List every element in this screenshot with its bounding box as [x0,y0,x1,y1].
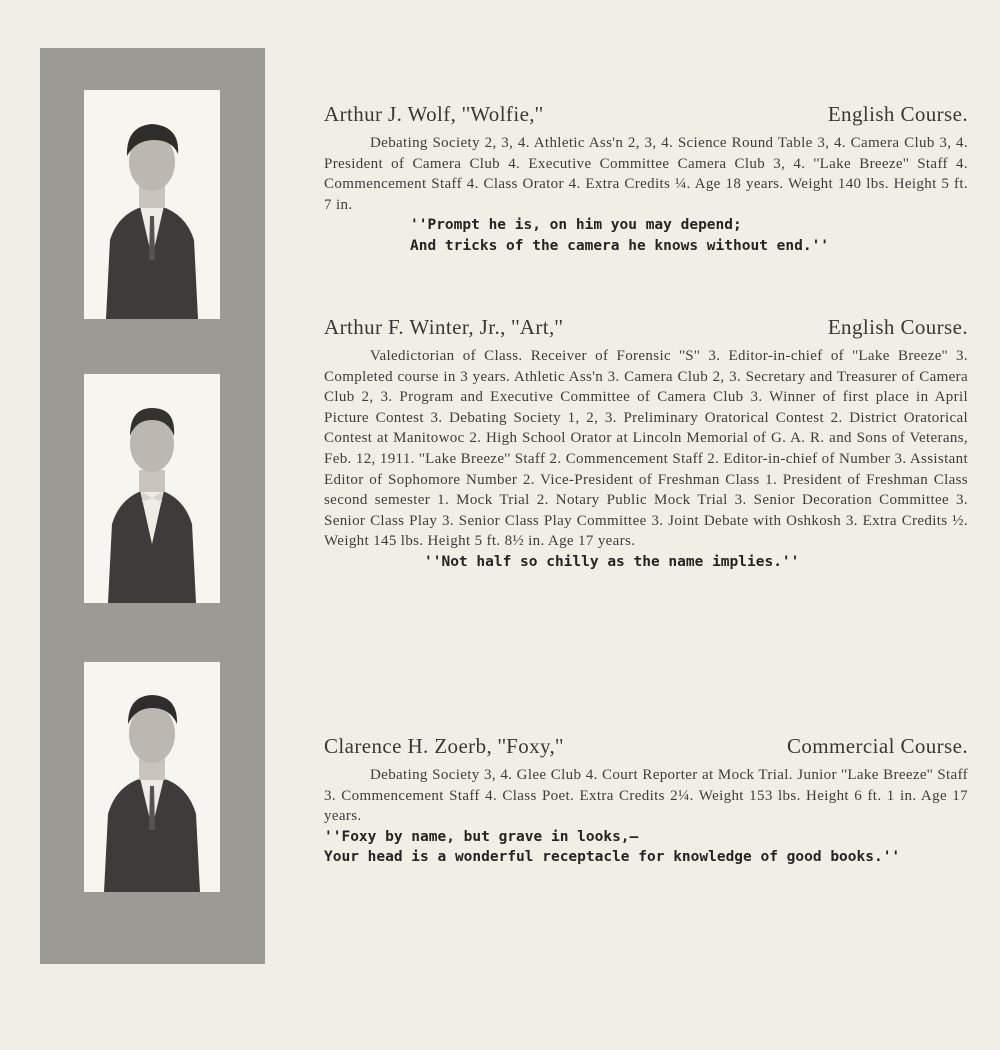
course-name: Commercial Course. [787,734,968,758]
student-name: Arthur F. Winter, Jr., ''Art,'' [324,315,564,339]
verse-quote: ''Not half so chilly as the name implies.'' [424,553,800,570]
portrait-strip [40,48,265,964]
entry-heading [324,734,968,759]
student-name: Arthur J. Wolf, ''Wolfie,'' [324,102,544,126]
verse-quote: ''Prompt he is, on him you may depend; And tricks of the camera he knows without end.'' [410,217,830,254]
entry-clarence-zoerb [324,734,968,868]
course-name: English Course. [827,102,968,126]
student-name: Clarence H. Zoerb, ''Foxy,'' [324,734,564,758]
portrait-arthur-winter [84,374,220,603]
portrait-clarence-zoerb [84,662,220,892]
portrait-arthur-wolf [84,90,220,319]
activities-text: Debating Society 2, 3, 4. Athletic Ass'n 2, 3, 4. Science Round Table 3, 4. Camera Club 3, 4. President of Camera Club 4. Executive Committee Camera Club 3, 4. ''Lake Breeze'' Staff 4. Commencement Staff 4. Class Orator 4. Extra Credits ¼. Age 18 years. Weight 140 lbs. Height 5 ft. 7 in. [324,135,968,213]
entry-arthur-wolf [324,102,968,257]
course-name: English Course. [827,315,968,339]
entry-heading [324,315,968,340]
entry-arthur-winter [324,315,968,573]
verse-quote: ''Foxy by name, but grave in looks,— Your head is a wonderful receptacle for knowledge of good books.'' [324,828,901,866]
entry-heading [324,102,968,127]
activities-text: Valedictorian of Class. Receiver of Forensic ''S'' 3. Editor-in-chief of ''Lake Breeze'' 3. Completed course in 3 years. Athletic Ass'n 3. Camera Club 2, 3. Secretary and Treasurer of Camera Club 2, 3. Program and Executive Committee of Camera Club 3. Winner of first place in April Picture Contest 3. Debating Society 1, 2, 3. Preliminary Oratorical Contest 2. District Oratorical Contest at Manitowoc 2. High School Orator at Lincoln Memorial of G. A. R. and Sons of Veterans, Feb. 12, 1911. ''Lake Breeze'' Staff 2. Commencement Staff 2. Editor-in-chief of Number 3. Assistant Editor of Sophomore Number 2. Vice-President of Freshman Class 1. President of Freshman Class second semester 1. Mock Trial 2. Notary Public Mock Trial 3. Senior Decoration Committee 3. Senior Class Play 3. Senior Class Play Committee 3. Joint Debate with Oshkosh 3. Extra Credits ½. Weight 145 lbs. Height 5 ft. 8½ in. Age 17 years. [324,348,968,550]
activities-text: Debating Society 3, 4. Glee Club 4. Court Reporter at Mock Trial. Junior ''Lake Breeze'' Staff 3. Commencement Staff 4. Class Poet. Extra Credits 2¼. Weight 153 lbs. Height 6 ft. 1 in. Age 17 years. [324,767,968,825]
